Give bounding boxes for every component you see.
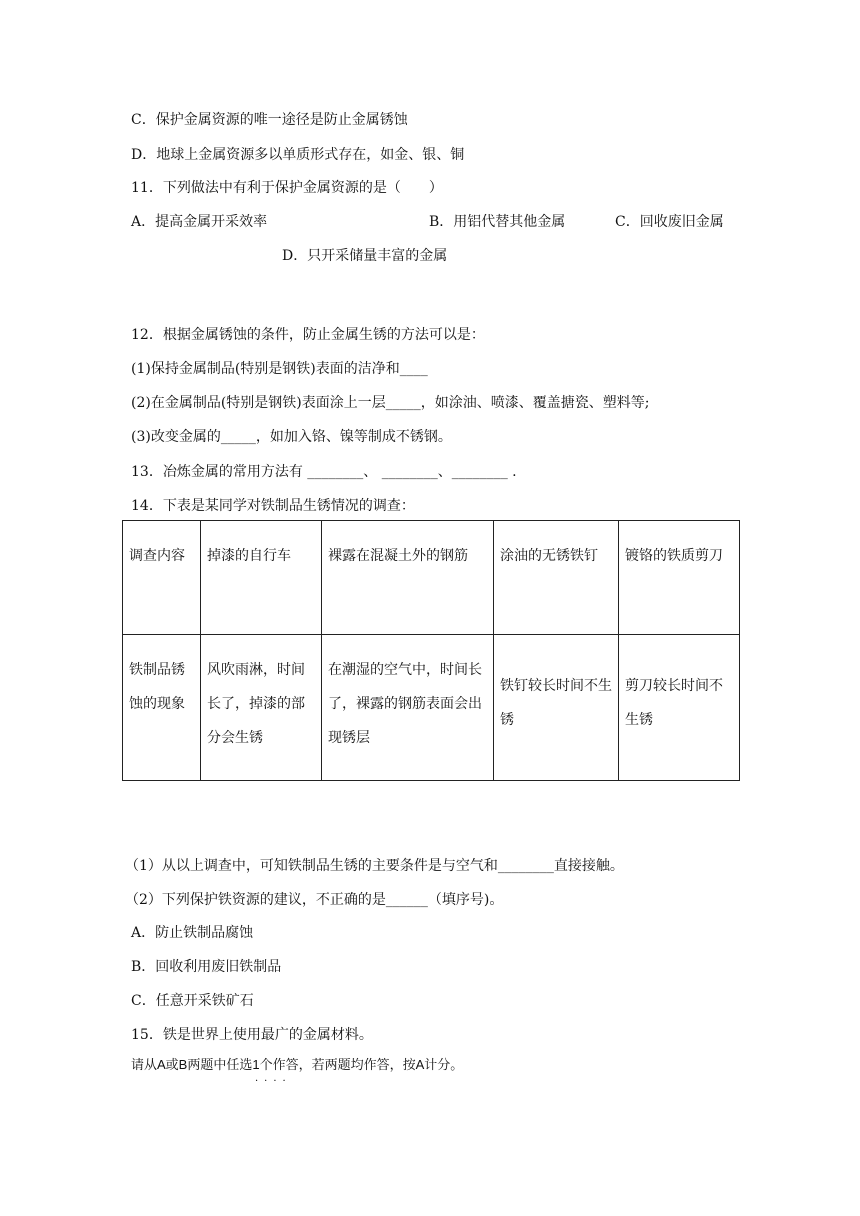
table-cell: 在潮湿的空气中，时间长了，裸露的钢筋表面会出现锈层 (322, 635, 494, 781)
table-cell: 涂油的无锈铁钉 (494, 521, 619, 635)
table-cell: 铁制品锈蚀的现象 (123, 635, 201, 781)
q11-option-a: A．提高金属开采效率 (131, 214, 268, 230)
q14-sub-1: （1）从以上调查中，可知铁制品生锈的主要条件是与空气和________直接接触。 (125, 858, 624, 874)
q14-sub-2: （2）下列保护铁资源的建议，不正确的是______（填序号)。 (125, 892, 504, 908)
q12-item-3: (3)改变金属的_____，如加入铬、镍等制成不锈钢。 (131, 429, 452, 445)
q12-item-2: (2)在金属制品(特别是钢铁)表面涂上一层_____，如涂油、喷漆、覆盖搪瓷、塑料等; (131, 395, 650, 411)
q10-option-d: D．地球上金属资源多以单质形式存在，如金、银、铜 (131, 147, 465, 163)
table-row (123, 635, 740, 781)
q11-stem: 11．下列做法中有利于保护金属资源的是（ ） (131, 180, 443, 196)
table-cell: 铁钉较长时间不生锈 (494, 635, 619, 781)
table-cell: 调查内容 (123, 521, 201, 635)
q11-option-d: D．只开采储量丰富的金属 (282, 248, 448, 264)
q14-option-c: C．任意开采铁矿石 (131, 993, 254, 1009)
table-cell: 风吹雨淋，时间长了，掉漆的部分会生锈 (201, 635, 322, 781)
table-cell: 剪刀较长时间不生锈 (619, 635, 740, 781)
q15-stem: 15．铁是世界上使用最广的金属材料。 (131, 1027, 373, 1043)
q13-stem: 13．冶炼金属的常用方法有 ________、 ________、________ . (131, 464, 517, 480)
q10-option-c: C．保护金属资源的唯一途径是防止金属锈蚀 (131, 112, 408, 128)
table-cell: 掉漆的自行车 (201, 521, 322, 635)
q12-stem: 12．根据金属锈蚀的条件，防止金属生锈的方法可以是： (131, 327, 485, 343)
rust-survey-table (122, 520, 740, 781)
q14-stem: 14．下表是某同学对铁制品生锈情况的调查： (131, 498, 415, 514)
q14-option-b: B．回收利用废旧铁制品 (131, 959, 282, 975)
q14-option-a: A．防止铁制品腐蚀 (131, 925, 254, 941)
q11-option-c: C．回收废旧金属 (615, 214, 724, 230)
table-row (123, 521, 740, 635)
q11-option-b: B．用铝代替其他金属 (429, 214, 566, 230)
q15-instruction: 请从A或B两题中任选1个作答，若两题均作答，按A计分。 (131, 1057, 464, 1072)
emphasis-dots: ···· (255, 1076, 292, 1087)
table-cell: 裸露在混凝土外的钢筋 (322, 521, 494, 635)
q12-item-1: (1)保持金属制品(特别是钢铁)表面的洁净和____ (131, 361, 428, 377)
table-cell: 镀铬的铁质剪刀 (619, 521, 740, 635)
